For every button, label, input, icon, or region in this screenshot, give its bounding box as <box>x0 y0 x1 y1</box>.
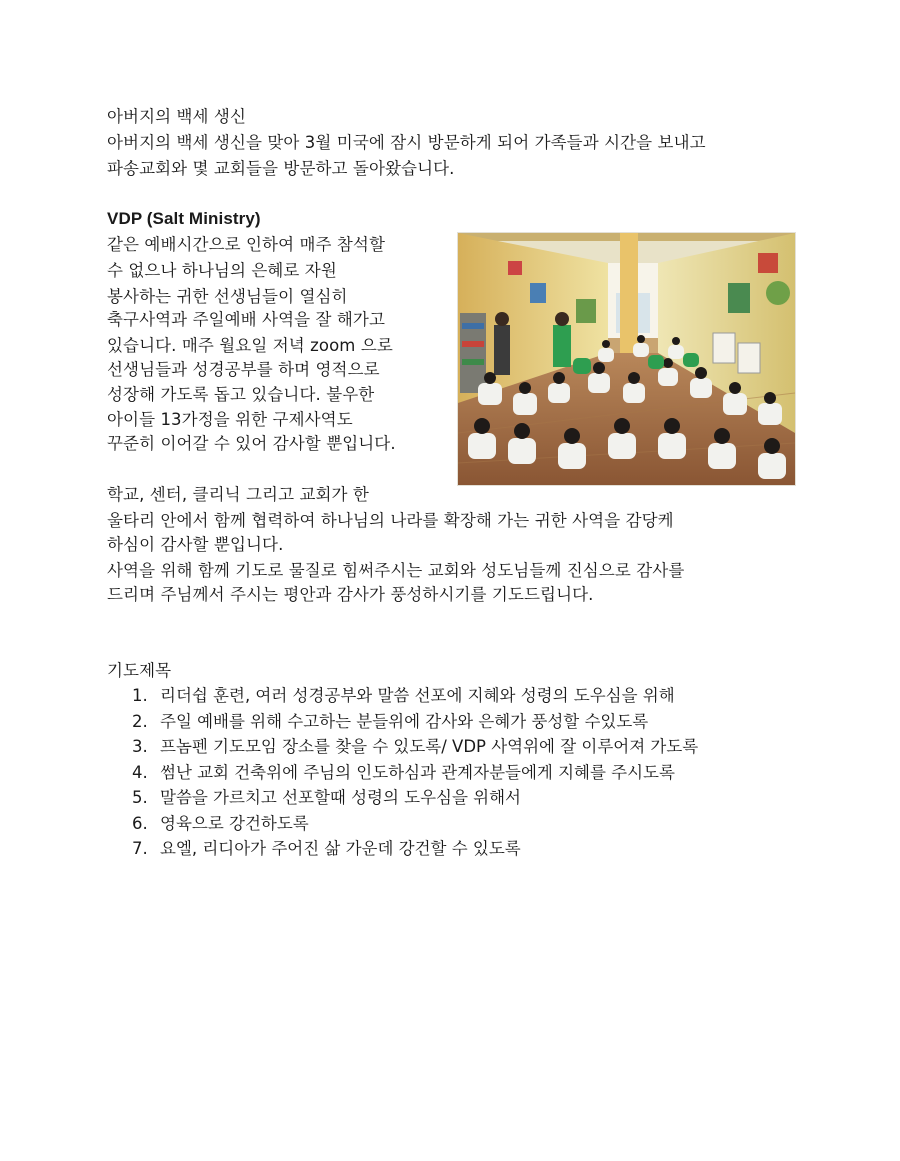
list-number: 5. <box>132 788 148 807</box>
vdp-heading: VDP (Salt Ministry) <box>107 209 261 228</box>
classroom-children-photo-icon <box>458 233 795 485</box>
list-text: 영육으로 강건하도록 <box>160 813 309 833</box>
paragraph-line: 성장해 가도록 돕고 있습니다. 불우한 <box>107 385 375 404</box>
paragraph-line: 수 없으나 하나님의 은혜로 자원 <box>107 261 337 280</box>
list-number: 7. <box>132 839 148 858</box>
paragraph-line: 울타리 안에서 함께 협력하여 하나님의 나라를 확장해 가는 귀한 사역을 감당케 <box>107 511 674 530</box>
list-number: 3. <box>132 737 148 756</box>
list-text: 요엘, 리디아가 주어진 삶 가운데 강건할 수 있도록 <box>160 839 521 858</box>
paragraph-line: 아버지의 백세 생신을 맞아 3월 미국에 잠시 방문하게 되어 가족들과 시간을 보내고 <box>107 133 706 152</box>
list-text: 말씀을 가르치고 선포할때 성령의 도우심을 위해서 <box>160 788 521 807</box>
paragraph-line: 드리며 주님께서 주시는 평안과 감사가 풍성하시기를 기도드립니다. <box>107 585 594 604</box>
list-text: 주일 예배를 위해 수고하는 분들위에 감사와 은혜가 풍성할 수있도록 <box>160 711 649 731</box>
paragraph-line: 하심이 감사할 뿐입니다. <box>107 535 284 554</box>
classroom-photo <box>457 232 796 486</box>
list-number: 6. <box>132 813 148 833</box>
paragraph-line: 학교, 센터, 클리닉 그리고 교회가 한 <box>107 485 369 504</box>
list-text: 프놈펜 기도모임 장소를 찾을 수 있도록/ VDP 사역위에 잘 이루어져 가도록 <box>160 737 699 756</box>
prayer-title: 기도제목 <box>107 661 172 680</box>
list-number: 2. <box>132 711 148 731</box>
paragraph-line: 봉사하는 귀한 선생님들이 열심히 <box>107 287 348 306</box>
paragraph-line: 사역을 위해 함께 기도로 물질로 힘써주시는 교회와 성도님들께 진심으로 감사를 <box>107 561 685 580</box>
list-text: 리더쉽 훈련, 여러 성경공부와 말씀 선포에 지혜와 성령의 도우심을 위해 <box>160 686 675 705</box>
list-number: 4. <box>132 762 148 782</box>
paragraph-line: 꾸준히 이어갈 수 있어 감사할 뿐입니다. <box>107 434 396 453</box>
paragraph-line: 있습니다. 매주 월요일 저녁 zoom 으로 <box>107 336 393 355</box>
list-number: 1. <box>132 686 148 705</box>
paragraph-line: 파송교회와 몇 교회들을 방문하고 돌아왔습니다. <box>107 159 455 178</box>
paragraph-line: 아이들 13가정을 위한 구제사역도 <box>107 410 353 429</box>
list-text: 썸난 교회 건축위에 주님의 인도하심과 관계자분들에게 지혜를 주시도록 <box>160 762 675 782</box>
paragraph-line: 같은 예배시간으로 인하여 매주 참석할 <box>107 235 386 254</box>
section-title-birthday: 아버지의 백세 생신 <box>107 107 247 126</box>
paragraph-line: 선생님들과 성경공부를 하며 영적으로 <box>107 360 380 379</box>
paragraph-line: 축구사역과 주일예배 사역을 잘 해가고 <box>107 310 386 329</box>
